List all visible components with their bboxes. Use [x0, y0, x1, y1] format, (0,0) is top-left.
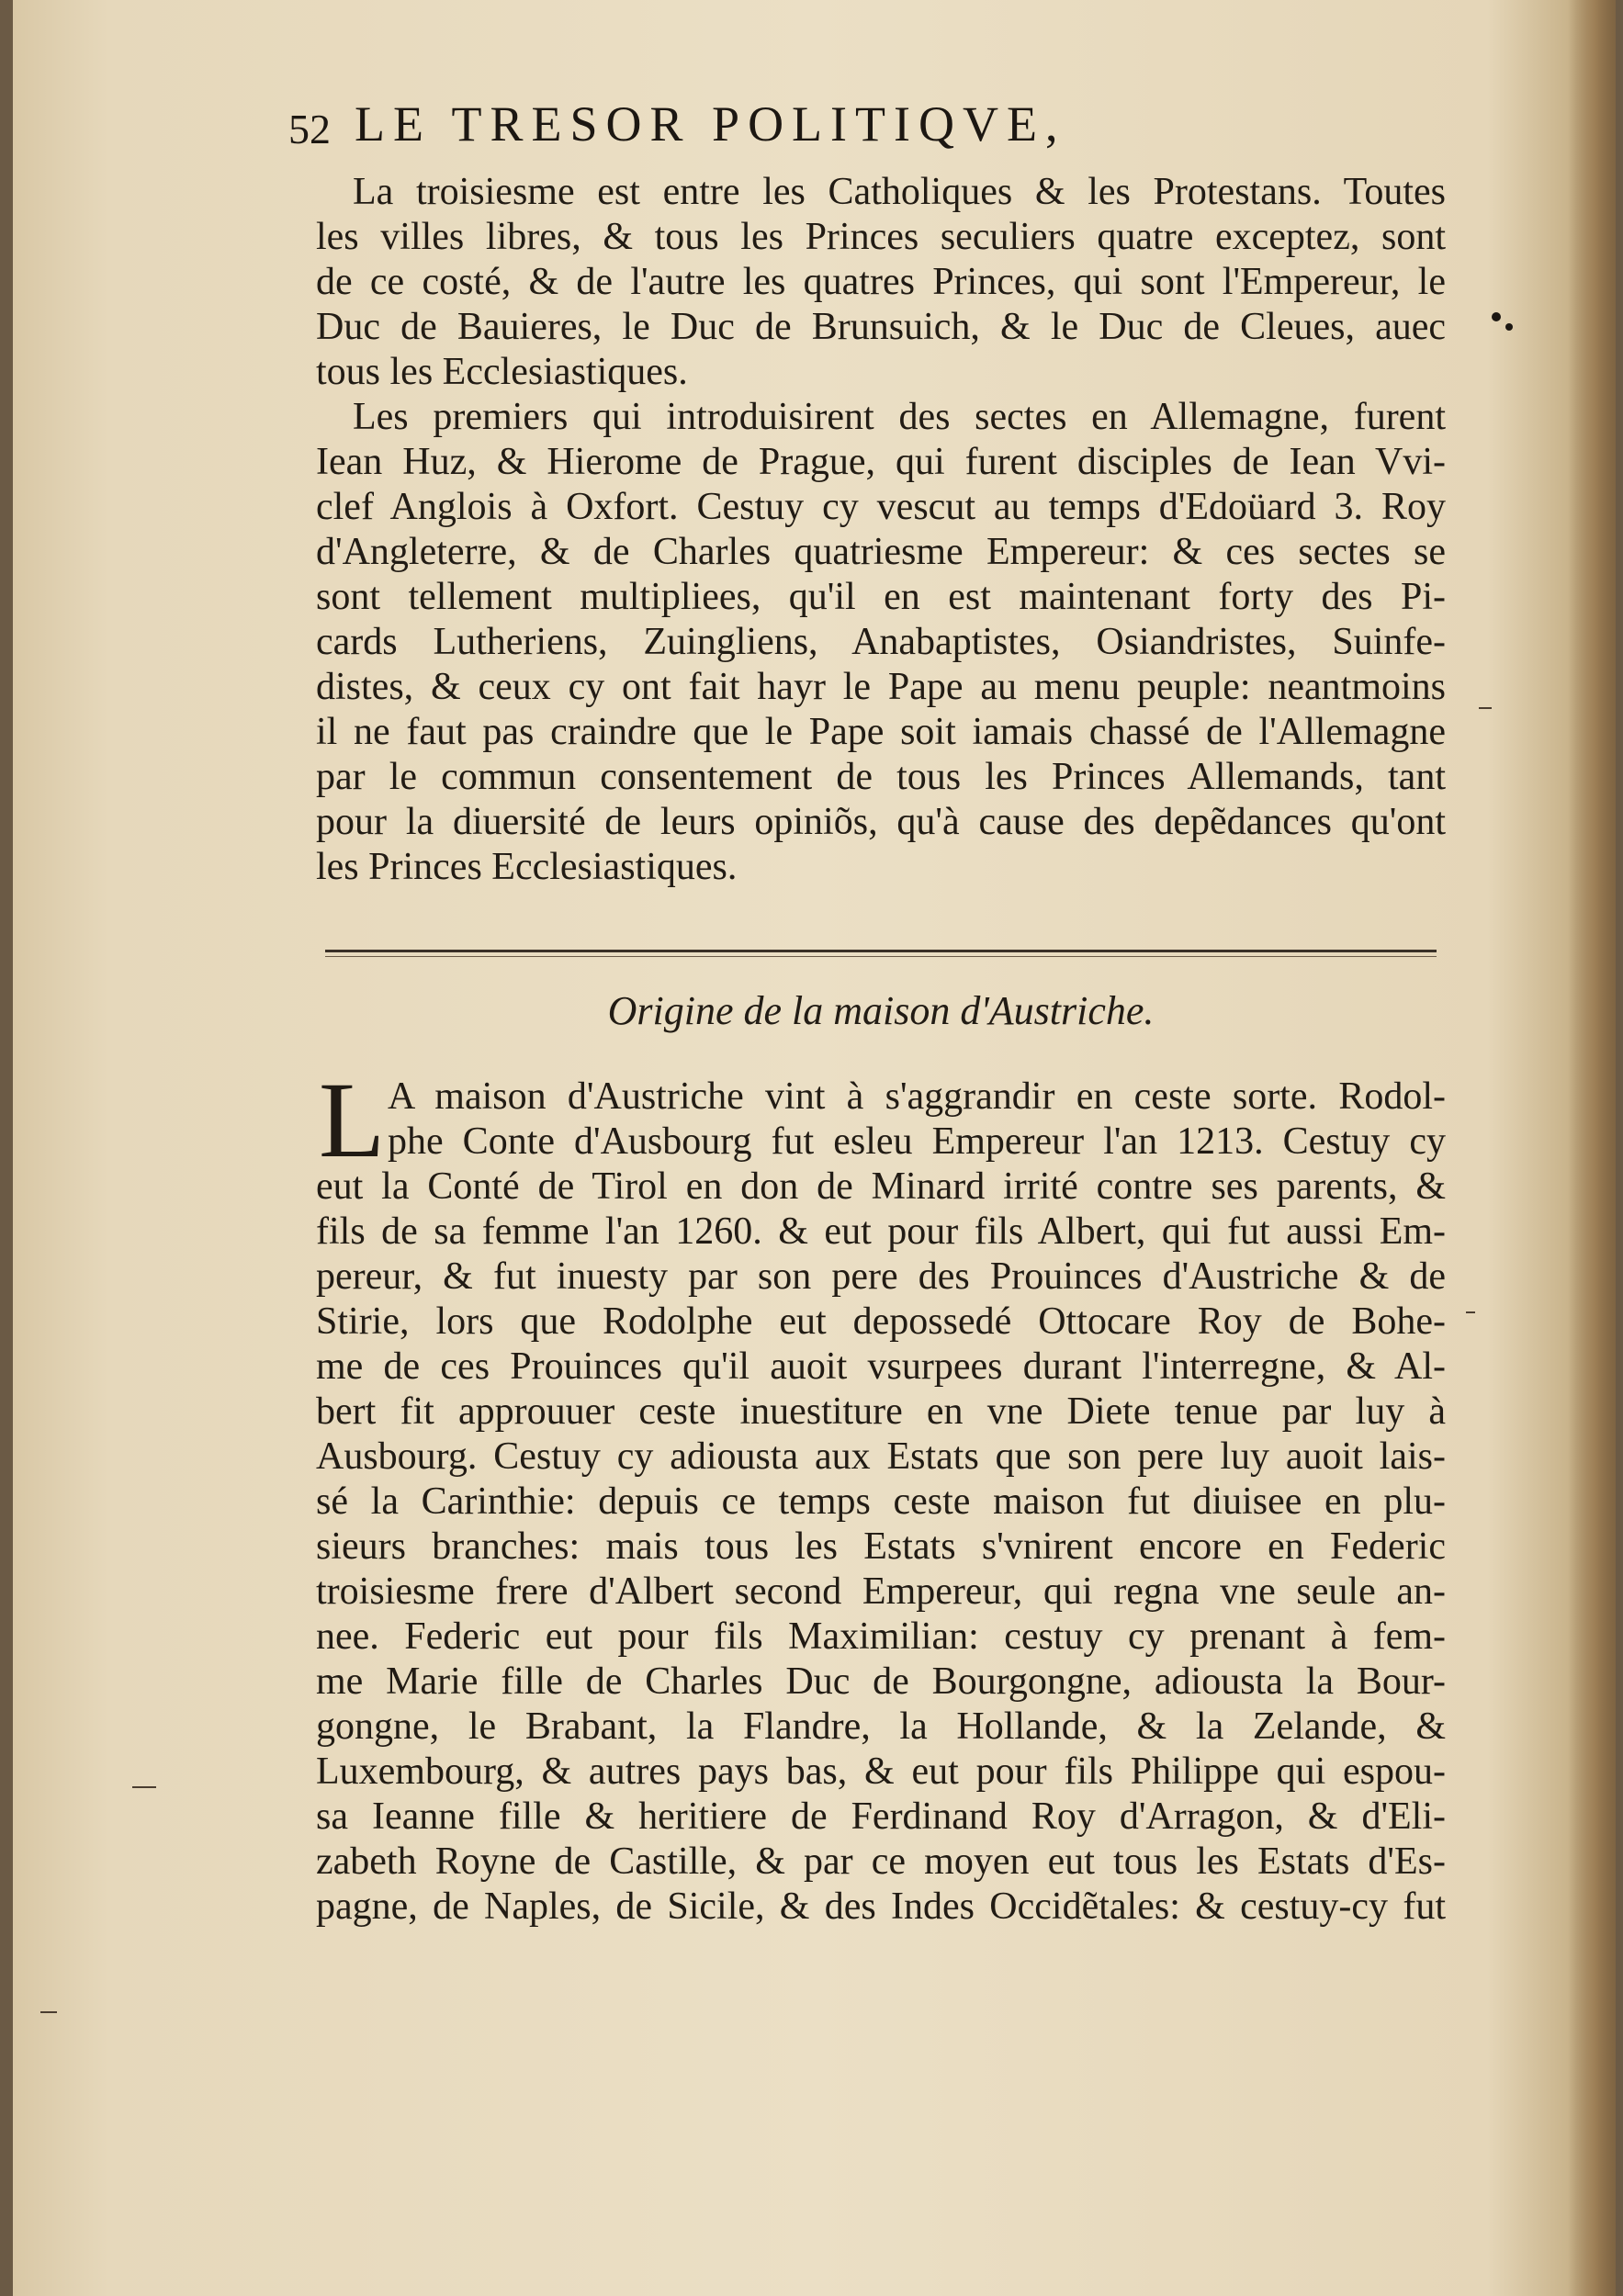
text-line: sieurs branches: mais tous les Estats s'vnirent encore en Federic: [316, 1525, 1446, 1568]
folio-number: 52: [288, 106, 331, 152]
section-divider-rule-thin: [325, 956, 1437, 957]
paragraph-block-sects: [316, 170, 1446, 890]
text-line: troisiesme frere d'Albert second Empereur, qui regna vne seule an-: [316, 1570, 1446, 1613]
text-line: les villes libres, & tous les Princes seculiers quatre exceptez, sont: [316, 216, 1446, 258]
text-line: par le commun consentement de tous les Princes Allemands, tant: [316, 756, 1446, 798]
section-heading: Origine de la maison d'Austriche.: [607, 988, 1155, 1033]
text-line: me de ces Prouinces qu'il auoit vsurpees durant l'interregne, & Al-: [316, 1345, 1446, 1388]
text-line: Stirie, lors que Rodolphe eut depossedé Ottocare Roy de Bohe-: [316, 1300, 1446, 1343]
section-divider-rule: [325, 950, 1437, 952]
text-line: Iean Huz, & Hierome de Prague, qui furent disciples de Iean Vvi-: [316, 441, 1446, 483]
text-line: sé la Carinthie: depuis ce temps ceste maison fut diuisee en plu-: [316, 1480, 1446, 1523]
text-line: phe Conte d'Ausbourg fut esleu Empereur l'an 1213. Cestuy cy: [388, 1120, 1446, 1163]
page-edge-shadow: [1568, 0, 1616, 2296]
text-line: Les premiers qui introduisirent des sectes en Allemagne, furent: [353, 396, 1446, 438]
margin-ink-dot: [1492, 312, 1501, 321]
margin-speck: [1466, 1311, 1475, 1313]
text-line: clef Anglois à Oxfort. Cestuy cy vescut au temps d'Edoüard 3. Roy: [316, 486, 1446, 528]
text-line: de ce costé, & de l'autre les quatres Princes, qui sont l'Empereur, le: [316, 261, 1446, 303]
text-line: Duc de Bauieres, le Duc de Brunsuich, & le Duc de Cleues, auec: [316, 306, 1446, 348]
text-line: bert fit approuuer ceste inuestiture en vne Diete tenue par luy à: [316, 1390, 1446, 1433]
text-line: nee. Federic eut pour fils Maximilian: cestuy cy prenant à fem-: [316, 1615, 1446, 1658]
text-line: pour la diuersité de leurs opiniõs, qu'à cause des depẽdances qu'ont: [316, 801, 1446, 843]
page-header: [288, 92, 1299, 165]
book-page: [13, 0, 1616, 2296]
margin-speck: [1479, 707, 1492, 709]
text-line: pagne, de Naples, de Sicile, & des Indes Occidẽtales: & cestuy-cy fut: [316, 1885, 1446, 1928]
running-title: LE TRESOR POLITIQVE,: [355, 96, 1066, 152]
paragraph-block-austria: [316, 1075, 1446, 1930]
text-line: Ausbourg. Cestuy cy adiousta aux Estats que son pere luy auoit lais-: [316, 1435, 1446, 1478]
text-line: tous les Ecclesiastiques.: [316, 351, 688, 393]
text-line: il ne faut pas craindre que le Pape soit iamais chassé de l'Allemagne: [316, 711, 1446, 753]
text-line: fils de sa femme l'an 1260. & eut pour fils Albert, qui fut aussi Em-: [316, 1210, 1446, 1253]
text-line: Luxembourg, & autres pays bas, & eut pour fils Philippe qui espou-: [316, 1750, 1446, 1793]
text-line: les Princes Ecclesiastiques.: [316, 846, 738, 888]
margin-speck: [132, 1786, 156, 1788]
text-line: gongne, le Brabant, la Flandre, la Hollande, & la Zelande, &: [316, 1705, 1446, 1748]
text-line: eut la Conté de Tirol en don de Minard irrité contre ses parents, &: [316, 1165, 1446, 1208]
text-line: A maison d'Austriche vint à s'aggrandir en ceste sorte. Rodol-: [388, 1075, 1446, 1118]
text-line: cards Lutheriens, Zuingliens, Anabaptistes, Osiandristes, Suinfe-: [316, 621, 1446, 663]
text-line: zabeth Royne de Castille, & par ce moyen eut tous les Estats d'Es-: [316, 1840, 1446, 1883]
text-line: La troisiesme est entre les Catholiques & les Protestans. Toutes: [353, 171, 1446, 213]
text-line: distes, & ceux cy ont fait hayr le Pape au menu peuple: neantmoins: [316, 666, 1446, 708]
drop-capital: L: [319, 1060, 386, 1180]
margin-speck: [40, 2011, 57, 2013]
text-line: me Marie fille de Charles Duc de Bourgongne, adiousta la Bour-: [316, 1660, 1446, 1703]
text-line: pereur, & fut inuesty par son pere des Prouinces d'Austriche & de: [316, 1255, 1446, 1298]
text-line: sa Ieanne fille & heritiere de Ferdinand Roy d'Arragon, & d'Eli-: [316, 1795, 1446, 1838]
text-line: sont tellement multipliees, qu'il en est maintenant forty des Pi-: [316, 576, 1446, 618]
text-line: d'Angleterre, & de Charles quatriesme Empereur: & ces sectes se: [316, 531, 1446, 573]
margin-ink-dot: [1505, 323, 1513, 331]
